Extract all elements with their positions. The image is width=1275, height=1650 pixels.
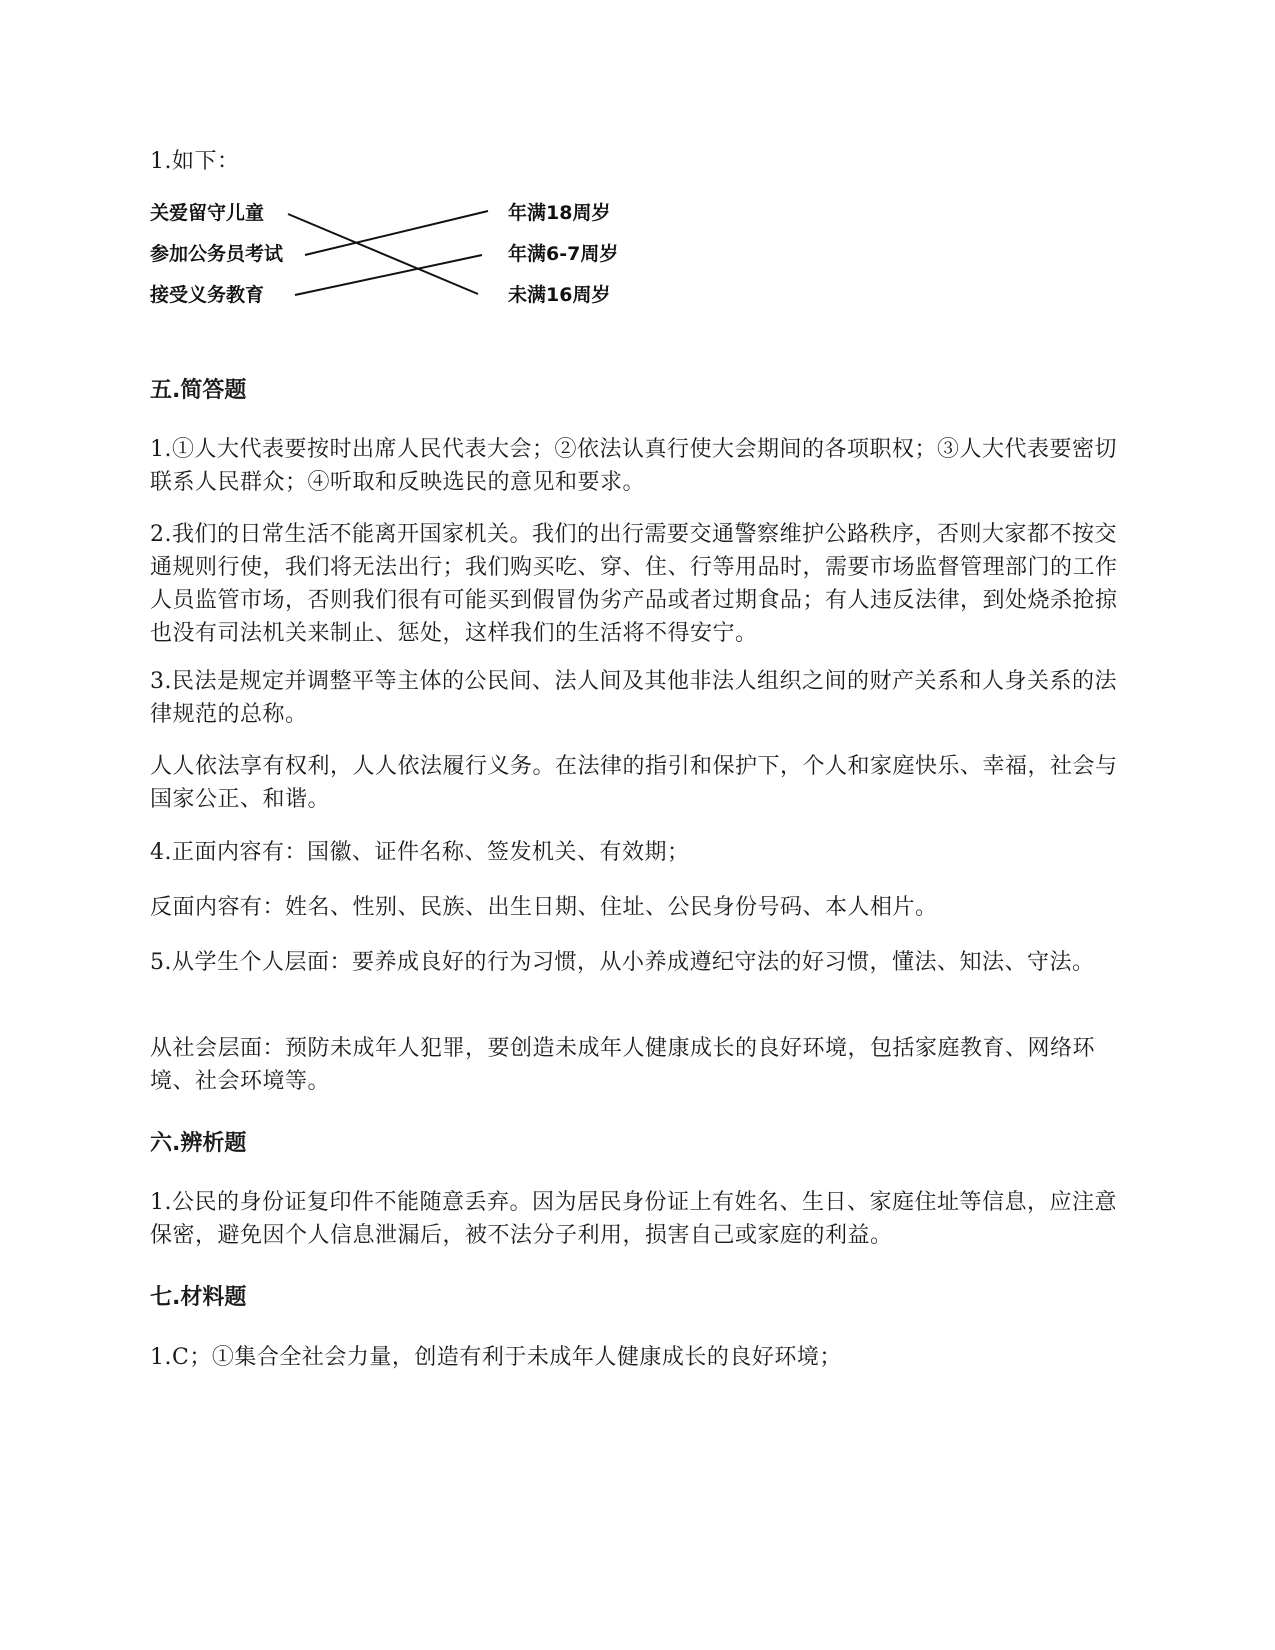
section7-heading: 七.材料题 [150,1285,247,1310]
section5-q3a: 3.民法是规定并调整平等主体的公民间、法人间及其他非法人组织之间的财产关系和人身关系的法律规范的总称。 [150,669,1117,727]
left-item-3: 接受义务教育 [150,284,265,306]
section5-q4a: 4.正面内容有：国徽、证件名称、签发机关、有效期； [150,840,690,865]
section5-q3b: 人人依法享有权利，人人依法履行义务。在法律的指引和保护下，个人和家庭快乐、幸福，社会与国家公正、和谐。 [150,754,1118,812]
section6-heading: 六.辨析题 [150,1131,247,1156]
right-item-3: 未满16周岁 [508,284,611,306]
intro-line: 1.如下： [150,149,240,174]
section5-q4b: 反面内容有：姓名、性别、民族、出生日期、住址、公民身份号码、本人相片。 [150,895,938,920]
section5-q5b: 从社会层面：预防未成年人犯罪，要创造未成年人健康成长的良好环境，包括家庭教育、网络环境、社会环境等。 [150,1036,1096,1094]
section7-q1: 1.C；①集合全社会力量，创造有利于未成年人健康成长的良好环境； [150,1345,842,1370]
matching-diagram [150,200,670,330]
left-item-1: 关爱留守儿童 [150,202,265,224]
section6-q1: 1.公民的身份证复印件不能随意丢弃。因为居民身份证上有姓名、生日、家庭住址等信息，应注意保密，避免因个人信息泄漏后，被不法分子利用，损害自己或家庭的利益。 [150,1190,1117,1248]
section5-q5a: 5.从学生个人层面：要养成良好的行为习惯，从小养成遵纪守法的好习惯，懂法、知法、守法。 [150,950,1095,975]
left-item-2: 参加公务员考试 [150,243,284,265]
section5-q2: 2.我们的日常生活不能离开国家机关。我们的出行需要交通警察维护公路秩序，否则大家都不按交通规则行使，我们将无法出行；我们购买吃、穿、住、行等用品时，需要市场监督管理部门的工作人员监管市场，否则我们很有可能买到假冒伪劣产品或者过期食品；有人违反法律，到处烧杀抢掠也没有司法机关来制止、惩处，这样我们的生活将不得安宁。 [150,522,1118,646]
right-item-2: 年满6-7周岁 [508,243,619,265]
right-item-1: 年满18周岁 [508,202,611,224]
section5-heading: 五.简答题 [150,378,247,403]
section5-q1: 1.①人大代表要按时出席人民代表大会；②依法认真行使大会期间的各项职权；③人大代表要密切联系人民群众；④听取和反映选民的意见和要求。 [150,437,1117,495]
